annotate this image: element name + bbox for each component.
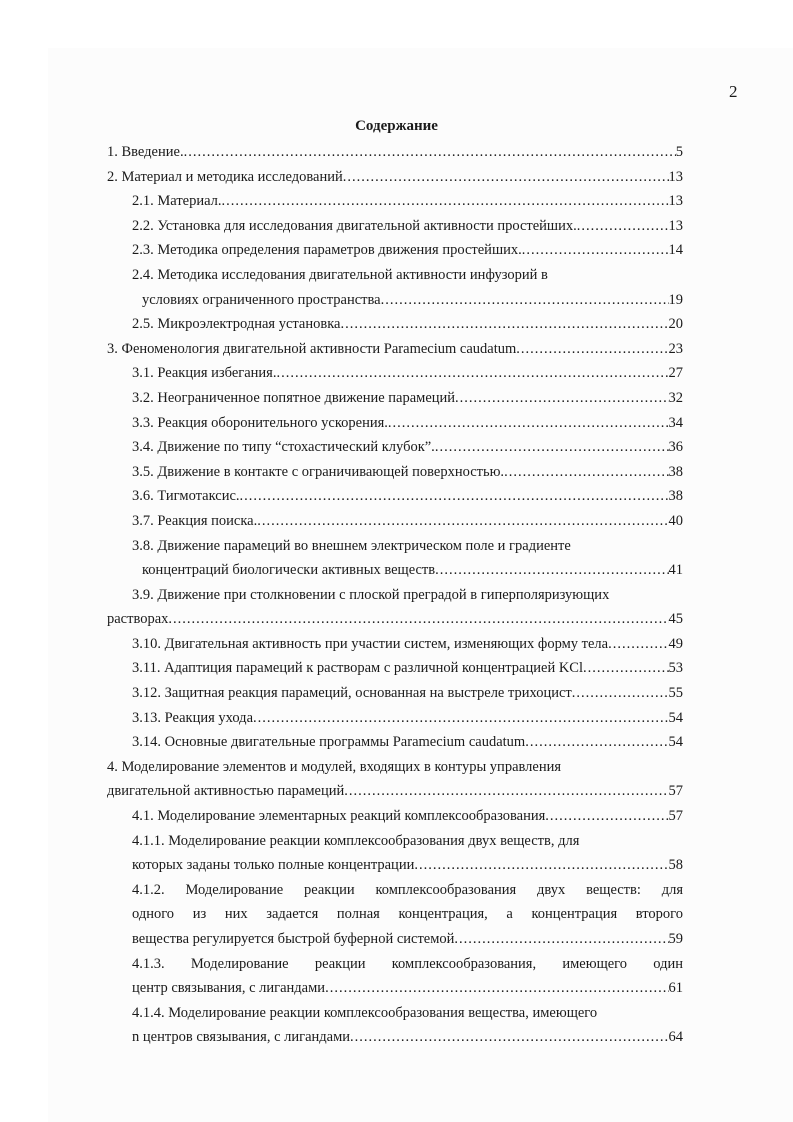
dot-leader: [435, 435, 669, 460]
toc-entry-line: [132, 214, 683, 239]
toc-entry-line: [132, 509, 683, 534]
toc-entry-text: n центров связывания, с лигандами: [132, 1029, 351, 1046]
toc-entry[interactable]: [107, 337, 683, 362]
toc-entry-text: 3.10. Двигательная активность при участии систем, изменяющих форму тела: [132, 635, 609, 652]
toc-entry[interactable]: [107, 214, 683, 239]
dot-leader: [253, 706, 669, 731]
toc-entry-line: [132, 484, 683, 509]
dot-leader: [577, 214, 669, 239]
dot-leader: [572, 681, 669, 706]
toc-entry-text: 2. Материал и методика исследований: [107, 168, 343, 185]
toc-entry-text: 3. Феноменология двигательной активности Paramecium caudatum: [107, 340, 517, 357]
toc-entry-text: 2.1. Материал.: [132, 193, 222, 210]
toc-entry-line: [132, 656, 683, 681]
toc-entry-text: 4.1.2. Моделирование реакции комплексообразования двух веществ: для: [132, 881, 683, 898]
toc-page-number: 57: [668, 783, 683, 800]
toc-entry-line: [132, 361, 683, 386]
toc-page-number: 19: [668, 291, 683, 308]
toc-entry-text: 3.7. Реакция поиска.: [132, 512, 258, 529]
toc-entry-line: [132, 804, 683, 829]
dot-leader: [325, 976, 668, 1001]
dot-leader: [525, 730, 668, 755]
toc-entry-text: условиях ограниченного пространства: [142, 291, 381, 308]
table-of-contents: [107, 140, 683, 1050]
toc-entry-text: 3.14. Основные двигательные программы Paramecium caudatum: [132, 734, 526, 751]
toc-entry-text: 3.6. Тигмотаксис.: [132, 488, 240, 505]
toc-entry-line: [132, 878, 683, 903]
toc-entry-text: 3.3. Реакция оборонительного ускорения.: [132, 414, 388, 431]
toc-page-number: 64: [668, 1029, 683, 1046]
dot-leader: [222, 189, 669, 214]
dot-leader: [350, 1025, 668, 1050]
toc-entry[interactable]: [107, 1001, 683, 1050]
toc-page-number: 55: [668, 685, 683, 702]
toc-entry-text: 3.1. Реакция избегания.: [132, 365, 277, 382]
toc-entry-line: [132, 853, 683, 878]
toc-page-number: 5: [675, 144, 683, 160]
toc-entry-text: 3.4. Движение по типу “стохастический клубок”.: [132, 439, 435, 456]
toc-entry[interactable]: [107, 411, 683, 436]
toc-entry-text: 3.2. Неограниченное попятное движение парамеций: [132, 389, 456, 406]
toc-page-number: 45: [668, 611, 683, 628]
toc-page-number: 59: [668, 931, 683, 947]
toc-entry-text: центр связывания, с лигандами: [132, 980, 326, 997]
toc-entry[interactable]: [107, 238, 683, 263]
toc-page-number: 13: [668, 168, 683, 185]
toc-entry-line: [107, 140, 683, 165]
toc-entry[interactable]: [107, 706, 683, 731]
toc-entry-line: [132, 435, 683, 460]
dot-leader: [240, 484, 669, 509]
toc-entry[interactable]: [107, 460, 683, 485]
toc-page-number: 14: [668, 242, 683, 259]
toc-entry-line: [132, 829, 683, 854]
toc-page-number: 27: [668, 365, 683, 382]
toc-entry-text: 4.1.3. Моделирование реакции комплексообразования, имеющего один: [132, 955, 683, 972]
toc-entry-text: 4.1. Моделирование элементарных реакций комплексообразования: [132, 808, 546, 825]
toc-entry-line: [132, 1025, 683, 1050]
toc-entry[interactable]: [107, 681, 683, 706]
toc-entry-line: [132, 902, 683, 927]
toc-entry-line: [132, 730, 683, 755]
toc-entry-line: [132, 238, 683, 263]
toc-entry-text: 2.4. Методика исследования двигательной активности инфузорий в: [132, 266, 548, 283]
toc-page-number: 36: [668, 439, 683, 456]
page-number: 2: [729, 82, 738, 101]
toc-entry-line: [107, 779, 683, 804]
dot-leader: [414, 853, 668, 878]
toc-entry[interactable]: [107, 386, 683, 411]
toc-entry-line: [132, 312, 683, 337]
toc-page-number: 23: [668, 340, 683, 357]
toc-entry[interactable]: [107, 263, 683, 312]
dot-leader: [516, 337, 668, 362]
toc-entry[interactable]: [107, 632, 683, 657]
dot-leader: [388, 411, 669, 436]
toc-entry-text: 2.3. Методика определения параметров движения простейших.: [132, 242, 522, 259]
toc-entry[interactable]: [107, 755, 683, 804]
toc-entry-text: которых заданы только полные концентрации: [132, 857, 415, 874]
toc-entry-line: [107, 755, 683, 780]
dot-leader: [455, 386, 668, 411]
toc-entry-line: [132, 558, 683, 583]
toc-entry-text: растворах: [107, 611, 169, 628]
toc-entry-line: [132, 534, 683, 559]
toc-page-number: 13: [668, 217, 683, 234]
toc-entry[interactable]: [107, 165, 683, 190]
toc-entry[interactable]: [107, 804, 683, 829]
toc-entry-text: 2.5. Микроэлектродная установка: [132, 316, 341, 333]
toc-entry-text: 3.5. Движение в контакте с ограничивающей поверхностью.: [132, 463, 505, 480]
toc-entry-line: [107, 337, 683, 362]
page-title: Содержание: [355, 118, 438, 134]
toc-entry-line: [132, 460, 683, 485]
toc-page-number: 61: [668, 980, 683, 997]
toc-entry-line: [132, 386, 683, 411]
toc-entry[interactable]: [107, 509, 683, 534]
toc-entry-text: вещества регулируется быстрой буферной системой: [132, 931, 455, 947]
toc-entry[interactable]: [107, 312, 683, 337]
toc-entry[interactable]: [107, 829, 683, 878]
toc-entry-text: 4. Моделирование элементов и модулей, входящих в контуры управления: [107, 758, 562, 775]
dot-leader: [381, 288, 669, 313]
toc-page-number: 58: [668, 857, 683, 874]
toc-entry[interactable]: [107, 435, 683, 460]
toc-entry[interactable]: [107, 952, 683, 1001]
toc-entry-text: 2.2. Установка для исследования двигательной активности простейших.: [132, 217, 577, 234]
dot-leader: [257, 509, 668, 534]
toc-entry-text: 3.11. Адаптиция парамеций к растворам с различной концентрацией KCl: [132, 660, 584, 677]
dot-leader: [608, 632, 668, 657]
toc-entry-text: 3.9. Движение при столкновении с плоской преградой в гиперполяризующих: [132, 586, 610, 603]
toc-entry-line: [132, 976, 683, 1001]
dot-leader: [435, 558, 668, 583]
toc-entry[interactable]: [107, 189, 683, 214]
toc-entry[interactable]: [107, 656, 683, 681]
toc-entry[interactable]: [107, 484, 683, 509]
dot-leader: [454, 927, 668, 952]
toc-entry-line: [132, 927, 683, 952]
toc-entry-text: 1. Введение.: [107, 144, 184, 160]
toc-entry-text: одного из них задается полная концентрация, а концентрация второго: [132, 906, 683, 923]
toc-entry[interactable]: [107, 730, 683, 755]
toc-entry-text: 4.1.1. Моделирование реакции комплексообразования двух веществ, для: [132, 832, 580, 849]
toc-entry-line: [132, 952, 683, 977]
toc-entry[interactable]: [107, 583, 683, 632]
toc-page-number: 38: [668, 488, 683, 505]
toc-entry-line: [132, 263, 683, 288]
toc-page-number: 41: [668, 562, 683, 579]
toc-page-number: 40: [668, 512, 683, 529]
toc-page-number: 34: [668, 414, 683, 431]
dot-leader: [343, 165, 669, 190]
toc-entry-line: [107, 607, 683, 632]
toc-entry-line: [132, 706, 683, 731]
toc-entry[interactable]: [107, 878, 683, 952]
toc-entry-line: [132, 632, 683, 657]
toc-entry-text: 4.1.4. Моделирование реакции комплексообразования вещества, имеющего: [132, 1004, 598, 1021]
toc-entry-text: 3.12. Защитная реакция парамеций, основанная на выстреле трихоцист: [132, 685, 572, 702]
dot-leader: [545, 804, 668, 829]
dot-leader: [184, 140, 676, 165]
dot-leader: [168, 607, 668, 632]
toc-entry-line: [132, 411, 683, 436]
dot-leader: [583, 656, 668, 681]
dot-leader: [522, 238, 669, 263]
toc-entry-line: [132, 288, 683, 313]
toc-page-number: 20: [668, 316, 683, 333]
toc-entry-text: двигательной активностью парамеций: [107, 783, 345, 800]
toc-entry-text: концентраций биологически активных веществ: [142, 562, 436, 579]
dot-leader: [340, 312, 668, 337]
toc-entry-line: [132, 583, 683, 608]
toc-page-number: 38: [668, 463, 683, 480]
toc-entry-line: [107, 165, 683, 190]
dot-leader: [504, 460, 668, 485]
toc-entry-text: 3.13. Реакция ухода: [132, 709, 253, 726]
toc-entry[interactable]: [107, 534, 683, 583]
toc-page-number: 49: [668, 635, 683, 652]
dot-leader: [276, 361, 668, 386]
dot-leader: [344, 779, 668, 804]
toc-entry-line: [132, 1001, 683, 1026]
toc-page-number: 54: [668, 734, 683, 751]
toc-entry[interactable]: [107, 140, 683, 165]
toc-page-number: 53: [668, 660, 683, 677]
toc-entry-text: 3.8. Движение парамеций во внешнем электрическом поле и градиенте: [132, 537, 571, 554]
toc-page-number: 57: [668, 808, 683, 825]
toc-entry[interactable]: [107, 361, 683, 386]
toc-entry-line: [132, 681, 683, 706]
toc-page-number: 32: [668, 389, 683, 406]
toc-page-number: 54: [668, 709, 683, 726]
toc-entry-line: [132, 189, 683, 214]
toc-page-number: 13: [668, 193, 683, 210]
